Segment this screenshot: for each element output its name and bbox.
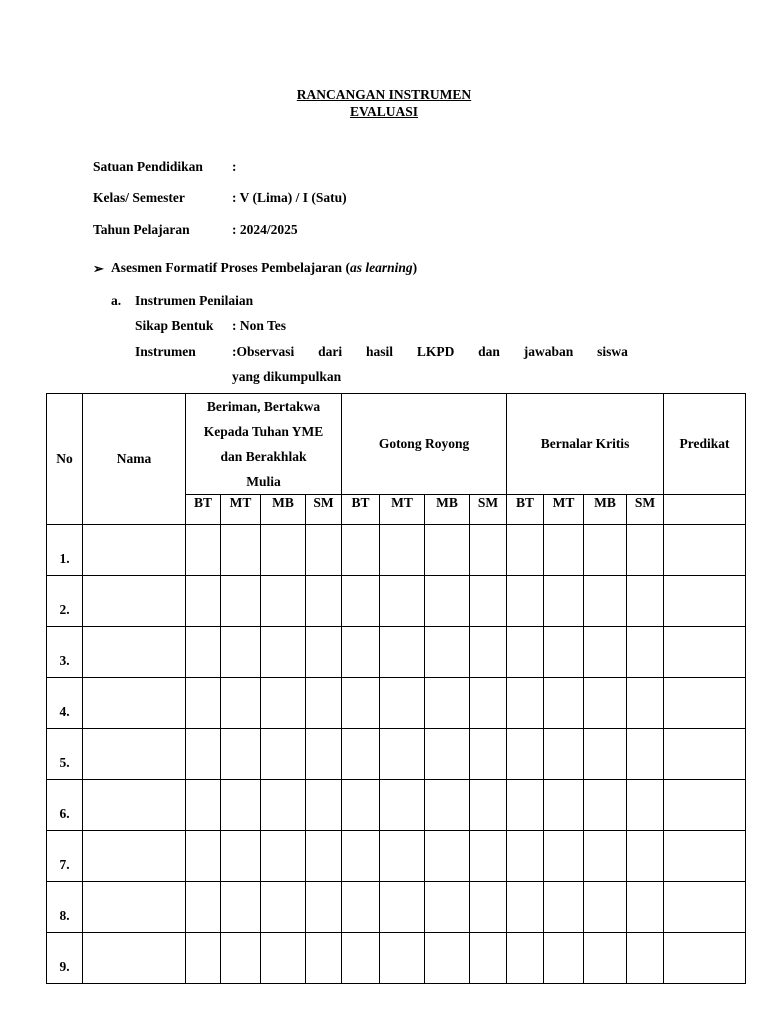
score-cell[interactable] (306, 831, 342, 882)
score-cell[interactable] (306, 882, 342, 933)
score-cell[interactable] (342, 729, 380, 780)
assessment-table (46, 393, 746, 984)
predikat-cell[interactable] (664, 933, 746, 984)
score-cell[interactable] (306, 678, 342, 729)
tahun-label: Tahun Pelajaran (93, 222, 190, 237)
score-cell[interactable] (186, 831, 221, 882)
section-heading-italic: as learning (349, 260, 413, 275)
score-cell[interactable] (544, 729, 584, 780)
instrumen-word: LKPD (416, 344, 455, 359)
score-cell[interactable] (470, 882, 507, 933)
subheader-mb: MB (584, 495, 627, 525)
score-cell[interactable] (544, 780, 584, 831)
instrumen-value-line2: yang dikumpulkan (232, 369, 342, 384)
score-cell[interactable] (544, 525, 584, 576)
subheader-sm: SM (627, 495, 664, 525)
subheader-sm: SM (470, 495, 507, 525)
score-cell[interactable] (186, 780, 221, 831)
subheader-mb: MB (425, 495, 470, 525)
score-cell[interactable] (186, 882, 221, 933)
header-nama: Nama (83, 394, 186, 525)
name-cell[interactable] (83, 627, 186, 678)
score-cell[interactable] (261, 780, 306, 831)
score-cell[interactable] (221, 882, 261, 933)
instrumen-word: siswa (597, 344, 628, 359)
kelas-label: Kelas/ Semester (93, 190, 185, 205)
row-number: 7. (47, 831, 83, 882)
score-cell[interactable] (261, 831, 306, 882)
name-cell[interactable] (83, 576, 186, 627)
header-group-bernalar-kritis: Bernalar Kritis (507, 394, 664, 495)
score-cell[interactable] (306, 933, 342, 984)
subheader-bt: BT (507, 495, 544, 525)
score-cell[interactable] (306, 627, 342, 678)
score-cell[interactable] (584, 627, 627, 678)
subheader-mb: MB (261, 495, 306, 525)
table-row (47, 627, 746, 678)
score-cell[interactable] (261, 882, 306, 933)
score-cell[interactable] (584, 729, 627, 780)
header-group-beriman-line: Kepada Tuhan YME (203, 424, 324, 439)
score-cell[interactable] (627, 933, 664, 984)
score-cell[interactable] (627, 678, 664, 729)
score-cell[interactable] (221, 729, 261, 780)
predikat-cell[interactable] (664, 525, 746, 576)
score-cell[interactable] (186, 678, 221, 729)
table-row (47, 831, 746, 882)
score-cell[interactable] (584, 882, 627, 933)
header-group-gotong-royong: Gotong Royong (342, 394, 507, 495)
predikat-cell[interactable] (664, 678, 746, 729)
score-cell[interactable] (306, 780, 342, 831)
score-cell[interactable] (470, 780, 507, 831)
document-title-line1: RANCANGAN INSTRUMEN (296, 87, 472, 102)
predikat-cell[interactable] (664, 576, 746, 627)
score-cell[interactable] (584, 831, 627, 882)
score-cell[interactable] (627, 525, 664, 576)
score-cell[interactable] (544, 678, 584, 729)
subheader-mt: MT (221, 495, 261, 525)
score-cell[interactable] (342, 780, 380, 831)
score-cell[interactable] (627, 882, 664, 933)
score-cell[interactable] (507, 576, 544, 627)
subsection-marker: a. (111, 293, 122, 308)
score-cell[interactable] (425, 525, 470, 576)
score-cell[interactable] (186, 729, 221, 780)
row-number: 3. (47, 627, 83, 678)
score-cell[interactable] (425, 729, 470, 780)
score-cell[interactable] (186, 525, 221, 576)
score-cell[interactable] (627, 627, 664, 678)
header-no: No (47, 394, 83, 525)
score-cell[interactable] (425, 780, 470, 831)
score-cell[interactable] (425, 576, 470, 627)
score-cell[interactable] (470, 627, 507, 678)
score-cell[interactable] (627, 780, 664, 831)
score-cell[interactable] (544, 831, 584, 882)
score-cell[interactable] (544, 882, 584, 933)
score-cell[interactable] (507, 933, 544, 984)
predikat-cell[interactable] (664, 729, 746, 780)
row-number: 9. (47, 933, 83, 984)
subsection-title: Instrumen Penilaian (135, 293, 254, 308)
score-cell[interactable] (507, 729, 544, 780)
row-number: 2. (47, 576, 83, 627)
score-cell[interactable] (425, 678, 470, 729)
score-cell[interactable] (261, 525, 306, 576)
score-cell[interactable] (306, 729, 342, 780)
row-number: 6. (47, 780, 83, 831)
score-cell[interactable] (544, 933, 584, 984)
tahun-value: : 2024/2025 (232, 222, 298, 237)
score-cell[interactable] (261, 627, 306, 678)
score-cell[interactable] (261, 576, 306, 627)
score-cell[interactable] (261, 729, 306, 780)
score-cell[interactable] (186, 627, 221, 678)
score-cell[interactable] (425, 882, 470, 933)
score-cell[interactable] (470, 525, 507, 576)
subheader-mt: MT (544, 495, 584, 525)
table-row (47, 525, 746, 576)
header-group-beriman-line: Mulia (246, 474, 281, 489)
score-cell[interactable] (261, 678, 306, 729)
score-cell[interactable] (470, 933, 507, 984)
row-number: 8. (47, 882, 83, 933)
name-cell[interactable] (83, 780, 186, 831)
score-cell[interactable] (380, 780, 425, 831)
score-cell[interactable] (380, 882, 425, 933)
table-row (47, 780, 746, 831)
score-cell[interactable] (342, 831, 380, 882)
instrumen-value-line1 (232, 344, 628, 360)
score-cell[interactable] (380, 678, 425, 729)
predikat-cell[interactable] (664, 882, 746, 933)
subheader-mt: MT (380, 495, 425, 525)
instrumen-word: dari (318, 344, 343, 359)
score-cell[interactable] (507, 627, 544, 678)
header-group-beriman-line: Beriman, Bertakwa (206, 399, 321, 414)
score-cell[interactable] (584, 525, 627, 576)
sikap-value: : Non Tes (232, 318, 287, 333)
score-cell[interactable] (186, 576, 221, 627)
score-cell[interactable] (507, 678, 544, 729)
row-number: 4. (47, 678, 83, 729)
arrow-bullet-icon: ➢ (93, 261, 104, 276)
score-cell[interactable] (507, 831, 544, 882)
row-number: 1. (47, 525, 83, 576)
score-cell[interactable] (221, 525, 261, 576)
table-row (47, 576, 746, 627)
score-cell[interactable] (507, 780, 544, 831)
section-heading-prefix: Asesmen Formatif Proses Pembelajaran ( (111, 260, 350, 275)
score-cell[interactable] (380, 729, 425, 780)
score-cell[interactable] (221, 933, 261, 984)
header-group-beriman-line: dan Berakhlak (220, 449, 307, 464)
score-cell[interactable] (342, 678, 380, 729)
subheader-predikat-empty (664, 495, 746, 525)
score-cell[interactable] (627, 831, 664, 882)
score-cell[interactable] (186, 933, 221, 984)
table-row (47, 933, 746, 984)
score-cell[interactable] (342, 882, 380, 933)
score-cell[interactable] (221, 831, 261, 882)
name-cell[interactable] (83, 831, 186, 882)
instrumen-word: hasil (365, 344, 393, 359)
sikap-label: Sikap Bentuk (135, 318, 214, 333)
score-cell[interactable] (470, 729, 507, 780)
satuan-value: : (232, 159, 237, 174)
score-cell[interactable] (342, 525, 380, 576)
score-cell[interactable] (507, 882, 544, 933)
score-cell[interactable] (470, 831, 507, 882)
score-cell[interactable] (261, 933, 306, 984)
score-cell[interactable] (425, 627, 470, 678)
table-row (47, 729, 746, 780)
score-cell[interactable] (342, 627, 380, 678)
predikat-cell[interactable] (664, 780, 746, 831)
row-number: 5. (47, 729, 83, 780)
score-cell[interactable] (544, 576, 584, 627)
score-cell[interactable] (425, 831, 470, 882)
score-cell[interactable] (380, 627, 425, 678)
score-cell[interactable] (507, 525, 544, 576)
score-cell[interactable] (584, 780, 627, 831)
instrumen-label: Instrumen (135, 344, 196, 359)
score-cell[interactable] (221, 678, 261, 729)
instrumen-word: dan (478, 344, 500, 359)
score-cell[interactable] (342, 576, 380, 627)
score-cell[interactable] (584, 678, 627, 729)
name-cell[interactable] (83, 525, 186, 576)
score-cell[interactable] (221, 576, 261, 627)
name-cell[interactable] (83, 933, 186, 984)
predikat-cell[interactable] (664, 627, 746, 678)
kelas-value: : V (Lima) / I (Satu) (232, 190, 347, 205)
name-cell[interactable] (83, 729, 186, 780)
section-heading-suffix: ) (412, 260, 418, 275)
header-group-beriman (186, 394, 342, 495)
satuan-label: Satuan Pendidikan (93, 159, 203, 174)
score-cell[interactable] (221, 780, 261, 831)
table-row (47, 678, 746, 729)
name-cell[interactable] (83, 882, 186, 933)
section-heading (111, 260, 417, 276)
score-cell[interactable] (425, 933, 470, 984)
score-cell[interactable] (584, 576, 627, 627)
score-cell[interactable] (221, 627, 261, 678)
score-cell[interactable] (544, 627, 584, 678)
score-cell[interactable] (380, 525, 425, 576)
score-cell[interactable] (380, 576, 425, 627)
score-cell[interactable] (470, 678, 507, 729)
subheader-bt: BT (186, 495, 221, 525)
score-cell[interactable] (380, 933, 425, 984)
score-cell[interactable] (627, 729, 664, 780)
subheader-sm: SM (306, 495, 342, 525)
name-cell[interactable] (83, 678, 186, 729)
score-cell[interactable] (306, 576, 342, 627)
score-cell[interactable] (470, 576, 507, 627)
instrumen-word: :Observasi (232, 344, 295, 359)
score-cell[interactable] (380, 831, 425, 882)
score-cell[interactable] (342, 933, 380, 984)
document-title-line2: EVALUASI (349, 104, 419, 119)
predikat-cell[interactable] (664, 831, 746, 882)
score-cell[interactable] (584, 933, 627, 984)
instrumen-word: jawaban (523, 344, 574, 359)
subheader-bt: BT (342, 495, 380, 525)
score-cell[interactable] (627, 576, 664, 627)
table-row (47, 882, 746, 933)
score-cell[interactable] (306, 525, 342, 576)
header-predikat: Predikat (664, 394, 746, 495)
